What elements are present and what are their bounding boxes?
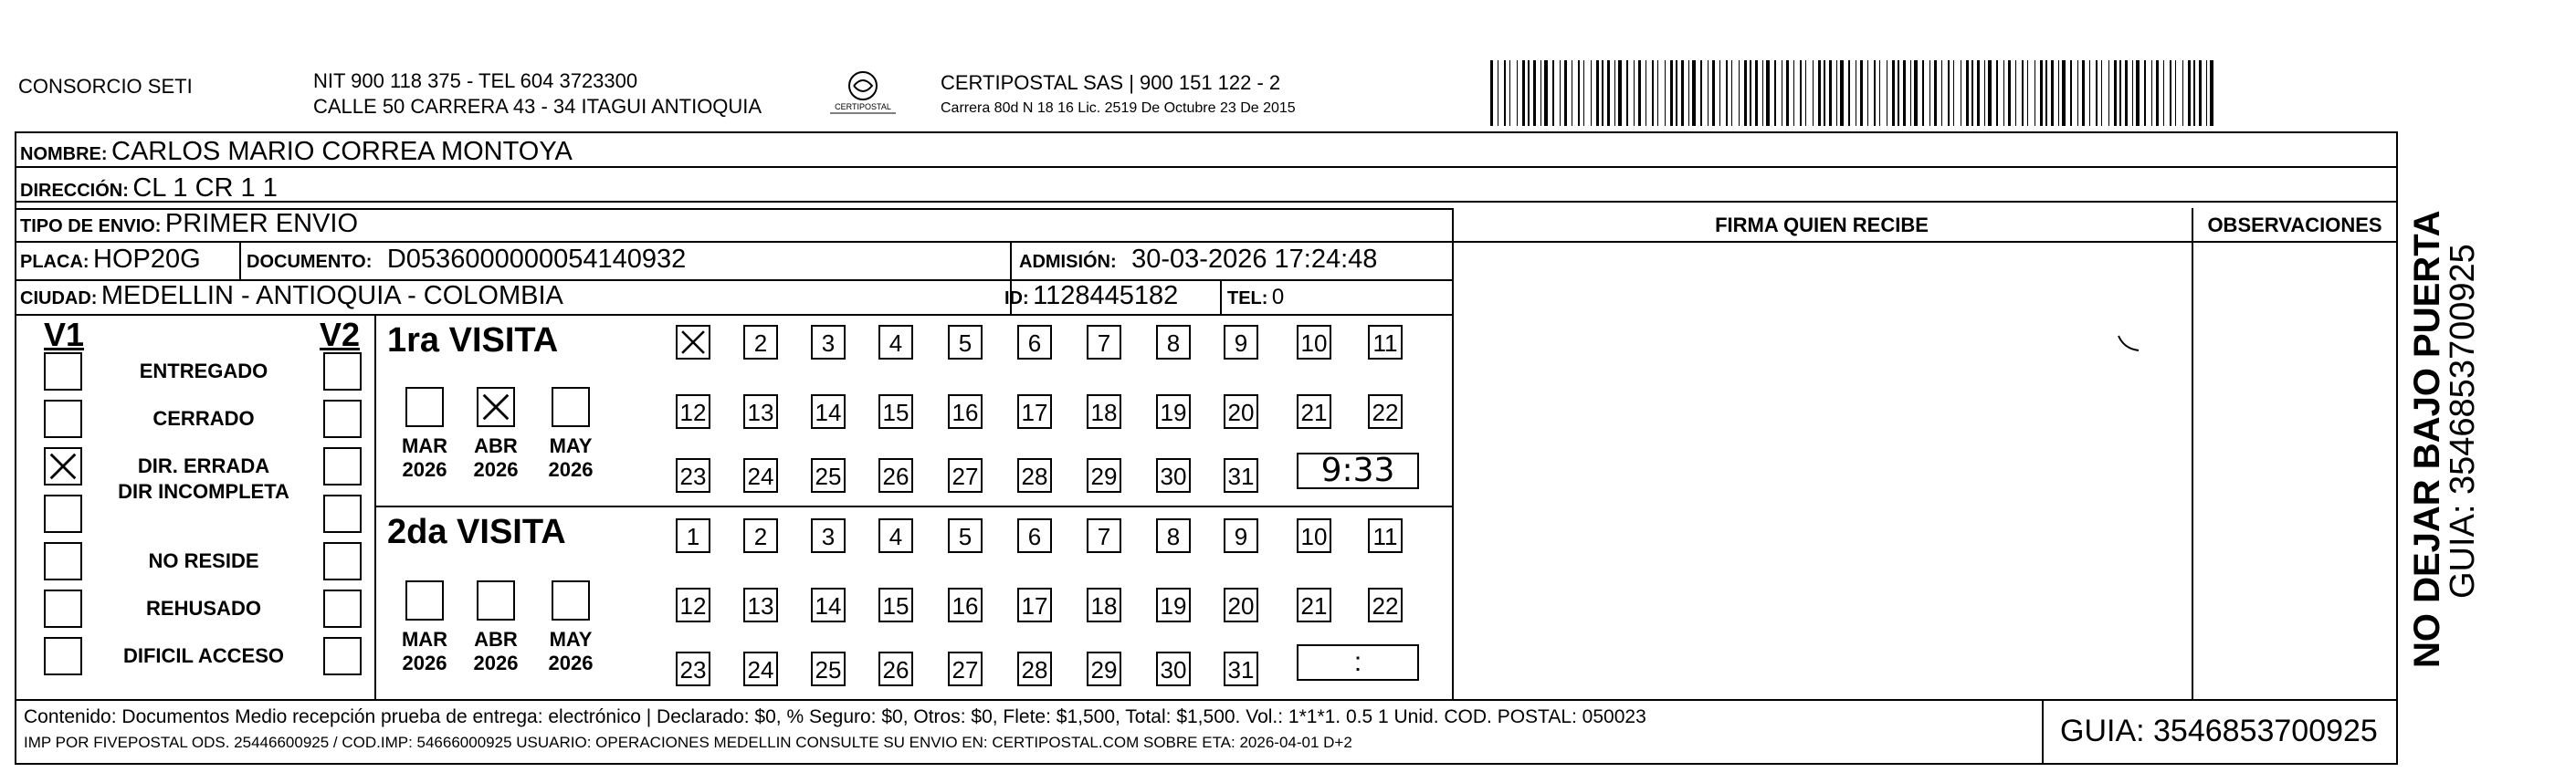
signature-mark bbox=[2115, 330, 2142, 358]
v1-checkbox[interactable] bbox=[44, 495, 82, 533]
visit1-time[interactable]: 9:33 bbox=[1297, 453, 1419, 489]
tipo-label: TIPO DE ENVIO: bbox=[20, 216, 162, 236]
visit1-day-box[interactable]: 18 bbox=[1087, 394, 1121, 429]
v1-checkbox[interactable] bbox=[44, 590, 82, 628]
visit1-day-box[interactable]: 22 bbox=[1368, 394, 1403, 429]
visit1-day-box[interactable]: 24 bbox=[743, 458, 778, 493]
visit2-day-box[interactable]: 27 bbox=[948, 652, 983, 686]
visit2-day-box[interactable]: 26 bbox=[878, 652, 913, 686]
visit1-day-box[interactable]: 16 bbox=[948, 394, 983, 429]
visit1-day-box[interactable]: 14 bbox=[811, 394, 846, 429]
no-dejar-text: NO DEJAR BAJO PUERTA bbox=[2407, 210, 2447, 668]
visit2-day-box[interactable]: 23 bbox=[676, 652, 710, 686]
footer-imp: IMP POR FIVEPOSTAL ODS. 25446600925 / COD.IMP: 54666000925 USUARIO: OPERACIONES MEDELLIN CONSULTE SU ENVIO EN: CERTIPOSTAL.COM SOBRE ETA: 2026-04-01 D+2 bbox=[24, 734, 1352, 751]
placa-label: PLACA: bbox=[20, 252, 89, 272]
visit1-day-box[interactable]: 23 bbox=[676, 458, 710, 493]
nombre-value: CARLOS MARIO CORREA MONTOYA bbox=[111, 137, 573, 166]
nombre-row bbox=[20, 137, 573, 167]
visit2-day-box[interactable]: 18 bbox=[1087, 588, 1121, 622]
visit2-day-box[interactable]: 16 bbox=[948, 588, 983, 622]
visit2-day-box[interactable]: 7 bbox=[1087, 518, 1121, 553]
visit1-day-box[interactable]: 26 bbox=[878, 458, 913, 493]
cert-line: CERTIPOSTAL SAS | 900 151 122 - 2 bbox=[941, 71, 1281, 94]
visit2-day-box[interactable]: 10 bbox=[1297, 518, 1331, 553]
v1-checkbox[interactable] bbox=[44, 637, 82, 675]
visit1-day-box[interactable]: 31 bbox=[1224, 458, 1258, 493]
visit1-day-box[interactable]: 5 bbox=[948, 325, 983, 360]
visit1-day-box[interactable]: 13 bbox=[743, 394, 778, 429]
visit1-day-box[interactable]: 21 bbox=[1297, 394, 1331, 429]
v2-checkbox[interactable] bbox=[323, 400, 362, 438]
visit1-day-box[interactable]: 12 bbox=[676, 394, 710, 429]
status-option-label: DIFICIL ACCESO bbox=[122, 644, 284, 667]
visit2-day-box[interactable]: 12 bbox=[676, 588, 710, 622]
direccion-label: DIRECCIÓN: bbox=[20, 181, 129, 201]
placa-cell bbox=[20, 245, 201, 275]
observaciones-header: OBSERVACIONES bbox=[2207, 214, 2382, 236]
v2-checkbox[interactable] bbox=[323, 590, 362, 628]
visit2-day-box[interactable]: 15 bbox=[878, 588, 913, 622]
certipostal-logo bbox=[826, 66, 899, 120]
v2-checkbox[interactable] bbox=[323, 495, 362, 533]
visit2-month-checkbox[interactable] bbox=[552, 580, 590, 621]
visit2-day-box[interactable]: 21 bbox=[1297, 588, 1331, 622]
v1-checkbox[interactable] bbox=[44, 447, 82, 485]
visit2-day-box[interactable]: 14 bbox=[811, 588, 846, 622]
id-label: ID: bbox=[1004, 288, 1029, 308]
visit1-day-box[interactable]: 2 bbox=[743, 325, 778, 360]
v2-checkbox[interactable] bbox=[323, 352, 362, 391]
v2-checkbox[interactable] bbox=[323, 542, 362, 580]
status-option-label: CERRADO bbox=[152, 407, 255, 430]
footer-contenido: Contenido: Documentos Medio recepción prueba de entrega: electrónico | Declarado: $0, % Seguro: $0, Otros: $0, Flete: $1,500, Total: $1,500. Vol.: 1*1*1. 0.5 1 Unid. COD. POSTAL: 050023 bbox=[24, 706, 1646, 727]
visit2-month-label: ABR 2026 bbox=[473, 628, 519, 674]
visit2-title: 2da VISITA bbox=[387, 513, 566, 551]
v2-header: V2 bbox=[320, 316, 361, 353]
visit1-day-box[interactable]: 20 bbox=[1224, 394, 1258, 429]
visit1-day-box[interactable]: 9 bbox=[1224, 325, 1258, 360]
side-guia-text: GUIA: 3546853700925 bbox=[2444, 244, 2482, 599]
placa-value: HOP20G bbox=[93, 245, 201, 274]
visit1-day-box[interactable]: 11 bbox=[1368, 325, 1403, 360]
visit1-month-checkbox[interactable] bbox=[405, 387, 444, 427]
visit1-title: 1ra VISITA bbox=[387, 321, 559, 360]
tel-label: TEL: bbox=[1227, 288, 1268, 308]
tel-value: 0 bbox=[1271, 285, 1285, 309]
admision-cell bbox=[1019, 245, 1377, 275]
tel-cell bbox=[1227, 285, 1284, 310]
visit2-month-label: MAR 2026 bbox=[401, 628, 448, 674]
visit1-day-box[interactable]: 17 bbox=[1017, 394, 1052, 429]
admision-label: ADMISIÓN: bbox=[1019, 252, 1117, 272]
v1-checkbox[interactable] bbox=[44, 400, 82, 438]
visit1-month-label: MAR 2026 bbox=[401, 434, 448, 481]
visit2-day-box[interactable]: 19 bbox=[1156, 588, 1191, 622]
status-option-label: DIR. ERRADA bbox=[137, 454, 270, 477]
visit1-day-box[interactable]: 6 bbox=[1017, 325, 1052, 360]
v1-checkbox[interactable] bbox=[44, 352, 82, 391]
visit1-month-label: ABR 2026 bbox=[473, 434, 519, 481]
visit2-day-box[interactable]: 3 bbox=[811, 518, 846, 553]
visit2-time[interactable]: : bbox=[1297, 644, 1419, 681]
visit2-month-label: MAY 2026 bbox=[548, 628, 594, 674]
visit2-month-checkbox[interactable] bbox=[405, 580, 444, 621]
firma-header: FIRMA QUIEN RECIBE bbox=[1715, 214, 1929, 236]
visit2-day-box[interactable]: 30 bbox=[1156, 652, 1191, 686]
nombre-label: NOMBRE: bbox=[20, 144, 108, 164]
visit1-day-box[interactable]: 25 bbox=[811, 458, 846, 493]
visit1-day-box[interactable]: 28 bbox=[1017, 458, 1052, 493]
ciudad-label: CIUDAD: bbox=[20, 288, 98, 308]
v2-checkbox[interactable] bbox=[323, 447, 362, 485]
status-option-label: NO RESIDE bbox=[148, 549, 259, 572]
admision-value: 30-03-2026 17:24:48 bbox=[1131, 245, 1378, 274]
tipo-value: PRIMER ENVIO bbox=[164, 209, 359, 238]
visit2-day-box[interactable]: 6 bbox=[1017, 518, 1052, 553]
visit1-day-box[interactable]: 30 bbox=[1156, 458, 1191, 493]
v1-checkbox[interactable] bbox=[44, 542, 82, 580]
visit2-month-checkbox[interactable] bbox=[477, 580, 515, 621]
visit2-day-box[interactable]: 2 bbox=[743, 518, 778, 553]
direccion-value: CL 1 CR 1 1 bbox=[132, 173, 278, 203]
visit2-day-box[interactable]: 11 bbox=[1368, 518, 1403, 553]
v2-checkbox[interactable] bbox=[323, 637, 362, 675]
status-option-label: ENTREGADO bbox=[139, 360, 268, 382]
visit1-day-box[interactable] bbox=[676, 325, 710, 360]
visit2-day-box[interactable]: 13 bbox=[743, 588, 778, 622]
visit1-month-checkbox[interactable] bbox=[552, 387, 590, 427]
visit1-day-box[interactable]: 10 bbox=[1297, 325, 1331, 360]
ciudad-cell bbox=[20, 281, 563, 311]
direccion-row bbox=[20, 173, 278, 204]
visit1-day-box[interactable]: 8 bbox=[1156, 325, 1191, 360]
company-name: CONSORCIO SETI bbox=[18, 75, 193, 98]
visit2-day-box[interactable]: 5 bbox=[948, 518, 983, 553]
status-option-label: DIR INCOMPLETA bbox=[118, 480, 289, 503]
documento-cell bbox=[247, 245, 686, 275]
visit2-day-box[interactable]: 9 bbox=[1224, 518, 1258, 553]
visit1-day-box[interactable]: 29 bbox=[1087, 458, 1121, 493]
documento-value: D0536000000054140932 bbox=[386, 245, 687, 274]
tipo-row bbox=[20, 209, 358, 239]
visit2-day-box[interactable]: 4 bbox=[878, 518, 913, 553]
id-cell bbox=[1004, 281, 1178, 311]
visit2-day-box[interactable]: 28 bbox=[1017, 652, 1052, 686]
cert-sub: Carrera 80d N 18 16 Lic. 2519 De Octubre 23 De 2015 bbox=[941, 100, 1296, 116]
visit2-day-box[interactable]: 1 bbox=[676, 518, 710, 553]
visit2-day-box[interactable]: 22 bbox=[1368, 588, 1403, 622]
id-value: 1128445182 bbox=[1033, 281, 1179, 310]
visit2-day-box[interactable]: 20 bbox=[1224, 588, 1258, 622]
nit-line: NIT 900 118 375 - TEL 604 3723300 bbox=[313, 69, 638, 92]
visit2-day-box[interactable]: 31 bbox=[1224, 652, 1258, 686]
visit2-day-box[interactable]: 29 bbox=[1087, 652, 1121, 686]
visit1-day-box[interactable]: 15 bbox=[878, 394, 913, 429]
visit2-day-box[interactable]: 17 bbox=[1017, 588, 1052, 622]
visit1-day-box[interactable]: 7 bbox=[1087, 325, 1121, 360]
visit2-day-box[interactable]: 24 bbox=[743, 652, 778, 686]
ciudad-value: MEDELLIN - ANTIOQUIA - COLOMBIA bbox=[100, 281, 563, 310]
svg-text:CERTIPOSTAL: CERTIPOSTAL bbox=[835, 102, 891, 111]
visit1-day-box[interactable]: 27 bbox=[948, 458, 983, 493]
visit1-month-checkbox[interactable] bbox=[477, 387, 515, 427]
address-line: CALLE 50 CARRERA 43 - 34 ITAGUI ANTIOQUIA bbox=[313, 95, 762, 118]
visit1-day-box[interactable]: 4 bbox=[878, 325, 913, 360]
visit2-day-box[interactable]: 25 bbox=[811, 652, 846, 686]
v1-header: V1 bbox=[44, 316, 85, 353]
documento-label: DOCUMENTO: bbox=[247, 252, 373, 272]
visit1-month-label: MAY 2026 bbox=[548, 434, 594, 481]
status-option-label: REHUSADO bbox=[146, 597, 261, 620]
visit1-day-box[interactable]: 19 bbox=[1156, 394, 1191, 429]
footer-guia: GUIA: 3546853700925 bbox=[2060, 714, 2378, 748]
barcode bbox=[1490, 60, 2221, 126]
visit1-day-box[interactable]: 3 bbox=[811, 325, 846, 360]
visit2-day-box[interactable]: 8 bbox=[1156, 518, 1191, 553]
